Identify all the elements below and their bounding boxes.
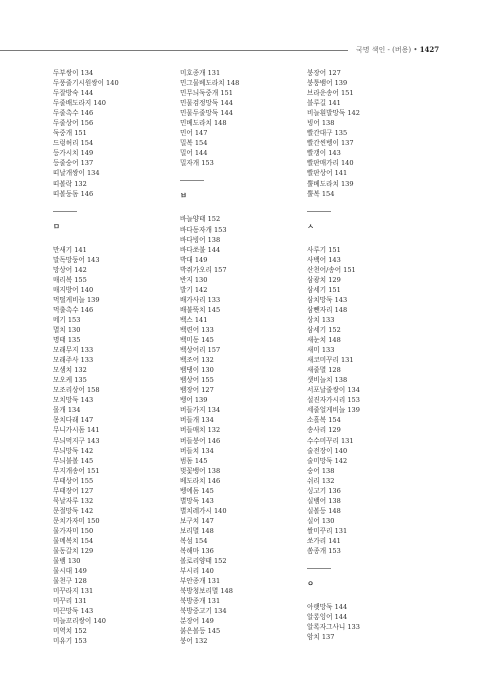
- index-entry: 물가자미 150: [53, 526, 94, 535]
- index-entry: 사루기 151: [307, 245, 341, 254]
- index-entry: 몰개 134: [53, 406, 81, 415]
- index-entry: 삼광치 129: [307, 275, 341, 284]
- index-entry: 물뱀 130: [53, 557, 81, 566]
- index-entry: 바다쏘불 144: [180, 245, 221, 254]
- index-entry: 삼세기 152: [307, 325, 341, 334]
- index-entry: 등줄숭어 137: [53, 159, 94, 168]
- section-divider: [53, 211, 77, 212]
- index-entry: 민물두줄망둑 144: [180, 109, 233, 118]
- index-entry: 묵날자루 132: [53, 496, 94, 505]
- index-entry: 두부쌍이 134: [53, 69, 94, 77]
- index-entry: 매지방어 140: [53, 285, 94, 294]
- section-spacer: [307, 199, 427, 211]
- index-entry: 블루길 141: [307, 99, 341, 108]
- index-entry: 비늘흰발망둑 142: [307, 109, 360, 118]
- index-entry: 모래무지 133: [53, 346, 94, 355]
- index-entry: 모래주사 133: [53, 356, 94, 365]
- index-entry: 박쥐가오리 157: [180, 265, 227, 274]
- index-entry: 바다동자개 153: [180, 225, 227, 234]
- index-entry: 두줄상어 156: [53, 119, 94, 128]
- index-entry: 북방중고기 134: [180, 607, 227, 616]
- index-entry: 빨간씬벵이 137: [307, 139, 354, 148]
- index-entry: 산천어/송어 151: [307, 265, 356, 274]
- index-entry: 백스 141: [180, 315, 208, 324]
- index-entry: 미꾸라지 131: [53, 587, 94, 596]
- index-entry: 보구치 147: [180, 516, 214, 525]
- index-entry: 먹떨게비늘 139: [53, 295, 100, 304]
- index-entry: 쌀미꾸리 131: [307, 526, 348, 535]
- index-entry: 몽치다래 147: [53, 416, 94, 425]
- index-entry: 배불뚝치 145: [180, 305, 221, 314]
- index-entry: 뱀상어 155: [180, 376, 214, 385]
- index-entry: 분장어 149: [180, 617, 214, 626]
- index-entry: 소흘복 154: [307, 416, 341, 425]
- index-entry: 민무늬둑중개 151: [180, 89, 233, 98]
- index-entry: 발기 142: [180, 285, 208, 294]
- section-divider: [180, 180, 204, 181]
- index-entry: 북방종개 131: [180, 597, 221, 606]
- index-entry: 실뱀어 138: [307, 496, 341, 505]
- index-entry: 멸치 130: [53, 325, 81, 334]
- section-divider: [307, 568, 331, 569]
- section-spacer: [307, 556, 427, 568]
- index-entry: 붕퉁뱀어 139: [307, 79, 348, 88]
- running-header: [0, 44, 480, 58]
- index-entry: 민어 147: [180, 129, 208, 138]
- index-entry: 모치망둑 143: [53, 396, 94, 405]
- index-entry: 민물검정망둑 144: [180, 99, 233, 108]
- index-column-1: [53, 68, 173, 646]
- index-entry: 실볼등 148: [307, 506, 341, 515]
- index-entry: 붕어 132: [180, 637, 208, 646]
- index-entry: 새눈치 148: [307, 336, 341, 345]
- index-entry: 쏨종개 153: [307, 547, 341, 556]
- index-entry: 범돔 145: [180, 456, 208, 465]
- index-entry: 복해마 136: [180, 547, 214, 556]
- index-entry: 배가사리 133: [180, 295, 221, 304]
- index-entry: 사백어 143: [307, 255, 341, 264]
- index-entry: 문치가자미 150: [53, 516, 100, 525]
- index-entry: 설진자가시리 153: [307, 396, 360, 405]
- section-divider: [307, 211, 331, 212]
- index-entry: 미꾸리 131: [53, 597, 87, 606]
- index-entry: 새줄멸 128: [307, 366, 341, 375]
- index-entry: 보리멸 148: [180, 526, 214, 535]
- index-entry: 무지개송어 151: [53, 466, 100, 475]
- index-entry: 버들매치 132: [180, 426, 221, 435]
- index-entry: 두풍줄기시원쌍이 140: [53, 79, 119, 88]
- index-entry: 문절망둑 142: [53, 506, 94, 515]
- index-entry: 브라운송어 151: [307, 89, 354, 98]
- index-entry: 별망둑 143: [180, 496, 214, 505]
- index-entry: 미끈망둑 143: [53, 607, 94, 616]
- header-section: 국명 색인 - (버용): [356, 46, 412, 54]
- index-entry: 물동갈치 129: [53, 547, 94, 556]
- index-entry: 둑중개 151: [53, 129, 87, 138]
- index-entry: 쏘가리 141: [307, 536, 341, 545]
- index-entry: 뱀장어 127: [180, 386, 214, 395]
- index-entry: 백미동 145: [180, 336, 214, 345]
- index-entry: 부안종개 131: [180, 577, 221, 586]
- index-entry: 매리복 155: [53, 275, 87, 284]
- index-entry: 뿔복 154: [307, 189, 335, 198]
- index-entry: 삼세기 151: [307, 285, 341, 294]
- index-entry: 무늬망둑 142: [53, 446, 94, 455]
- index-entry: 물메복치 154: [53, 536, 94, 545]
- index-entry: 물천구 128: [53, 577, 87, 586]
- index-entry: 벚꽃뱅어 138: [180, 466, 221, 475]
- index-entry: 바다빙어 138: [180, 235, 221, 244]
- index-entry: 부시리 140: [180, 567, 214, 576]
- section-letter-heading: ㅁ: [53, 221, 60, 231]
- index-entry: 무태상어 155: [53, 476, 94, 485]
- index-entry: 실어 130: [307, 516, 335, 525]
- index-entry: 붕장어 127: [307, 69, 341, 77]
- index-entry: 뿔베도라치 139: [307, 179, 354, 188]
- index-entry: 박대 149: [180, 255, 208, 264]
- index-entry: 알롱잉어 144: [307, 613, 348, 622]
- section-spacer: [180, 168, 300, 180]
- index-entry: 삼뺀자리 148: [307, 305, 348, 314]
- page-number: 1427: [419, 45, 440, 54]
- index-entry: 띠날개쌍이 134: [53, 169, 100, 178]
- index-entry: 수수미꾸리 131: [307, 436, 354, 445]
- index-entry: 버들치 134: [180, 446, 214, 455]
- index-entry: 싱고기 136: [307, 486, 341, 495]
- index-entry: 암치 137: [307, 633, 335, 642]
- index-entry: 민베도라치 148: [180, 119, 227, 128]
- index-entry: 빙어 138: [307, 119, 335, 128]
- index-entry: 알록자그사니 133: [307, 623, 360, 632]
- index-entry: 빨판매가리 140: [307, 159, 354, 168]
- index-entry: 말독망둥어 143: [53, 255, 100, 264]
- index-entry: 백련어 133: [180, 325, 214, 334]
- index-entry: 밀어 144: [180, 149, 208, 158]
- index-entry: 모오케 135: [53, 376, 87, 385]
- index-entry: 술전장이 140: [307, 446, 348, 455]
- index-entry: 밀복 154: [180, 139, 208, 148]
- index-entry: 먹출촉수 146: [53, 305, 94, 314]
- index-entry: 무늬불볼 145: [53, 456, 94, 465]
- index-entry: 벵에돔 145: [180, 486, 214, 495]
- index-entry: 물시대 149: [53, 567, 87, 576]
- index-entry: 별치레가시 140: [180, 506, 227, 515]
- index-entry: 띠볼락 132: [53, 179, 87, 188]
- index-entry: 만새기 141: [53, 245, 87, 254]
- section-spacer: [53, 199, 173, 211]
- index-entry: 미유기 153: [53, 637, 87, 646]
- index-entry: 버들붕어 146: [180, 436, 221, 445]
- index-entry: 술미망둑 142: [307, 456, 348, 465]
- index-entry: 망상어 142: [53, 265, 87, 274]
- index-entry: 버들가지 134: [180, 406, 221, 415]
- index-entry: 뱀댕이 130: [180, 366, 214, 375]
- index-entry: 모조리상어 158: [53, 386, 100, 395]
- index-entry: 새미 133: [307, 346, 335, 355]
- index-entry: 새코미꾸리 131: [307, 356, 354, 365]
- index-entry: 숭어 138: [307, 466, 335, 475]
- index-entry: 북방청보리멸 148: [180, 587, 233, 596]
- index-entry: 송사리 129: [307, 426, 341, 435]
- index-entry: 드렁허리 154: [53, 139, 94, 148]
- index-entry: 삼치망둑 143: [307, 295, 348, 304]
- index-entry: 모샘치 132: [53, 366, 87, 375]
- header-rule: [0, 50, 348, 51]
- index-entry: 샛비늘치 138: [307, 376, 348, 385]
- index-entry: 반지 130: [180, 275, 208, 284]
- index-entry: 뱅어 139: [180, 396, 208, 405]
- index-entry: 베도라치 146: [180, 476, 221, 485]
- section-letter-heading: ㅇ: [307, 579, 314, 589]
- index-entry: 무늬먹지구 143: [53, 436, 100, 445]
- section-letter-heading: ㅅ: [307, 221, 314, 231]
- index-column-2: [180, 68, 300, 646]
- index-entry: 두줄촉수 146: [53, 109, 94, 118]
- index-entry: 미늘꼬리쌍이 140: [53, 617, 106, 626]
- index-entry: 미역치 152: [53, 627, 87, 636]
- index-entry: 아랫망둑 144: [307, 603, 348, 612]
- index-entry: 붉은볼등 145: [180, 627, 221, 636]
- index-entry: 무태장어 127: [53, 486, 94, 495]
- index-entry: 밀자개 153: [180, 159, 214, 168]
- index-entry: 두줄배도라지 140: [53, 99, 106, 108]
- index-entry: 명태 135: [53, 336, 81, 345]
- index-entry: 빨간대구 135: [307, 129, 348, 138]
- index-entry: 백조어 132: [180, 356, 214, 365]
- index-entry: 상치 133: [307, 315, 335, 324]
- index-entry: 복섬 154: [180, 536, 208, 545]
- section-letter-heading: ㅂ: [180, 191, 187, 201]
- index-entry: 빨갱이 143: [307, 149, 341, 158]
- index-entry: 볼로리양태 152: [180, 557, 227, 566]
- index-entry: 빨판상어 141: [307, 169, 348, 178]
- header-bullet: •: [413, 46, 418, 54]
- index-entry: 민그물베도라치 148: [180, 79, 240, 88]
- index-entry: 두잘방숙 144: [53, 89, 94, 98]
- index-entry: 무니가시돔 141: [53, 426, 100, 435]
- index-entry: 백상어리 157: [180, 346, 221, 355]
- index-entry: 바늘양태 152: [180, 215, 221, 224]
- header-text: [356, 44, 439, 56]
- index-entry: 등가시치 149: [53, 149, 94, 158]
- index-entry: 버들개 134: [180, 416, 214, 425]
- index-entry: 미호종개 131: [180, 69, 221, 77]
- index-entry: 서포날줄쌍이 134: [307, 386, 360, 395]
- index-column-3: [307, 68, 427, 642]
- index-entry: 세줄얼게비늘 139: [307, 406, 360, 415]
- index-entry: 띠볼둥돔 146: [53, 189, 94, 198]
- index-entry: 쉬리 132: [307, 476, 335, 485]
- index-entry: 메기 153: [53, 315, 81, 324]
